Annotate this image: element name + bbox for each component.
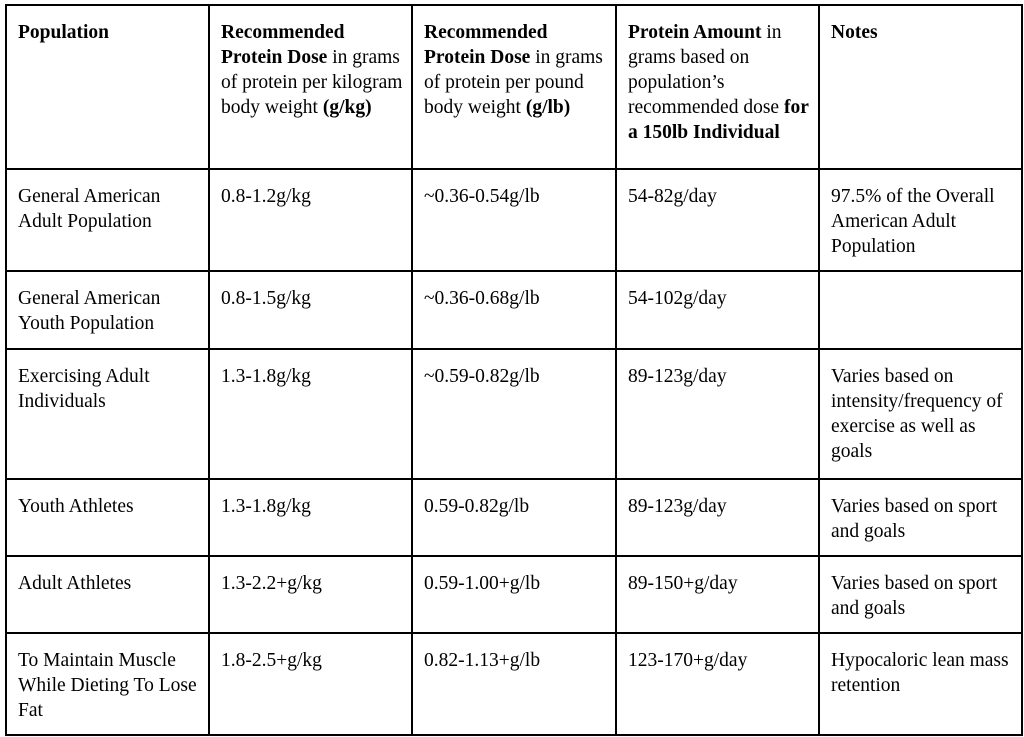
table-row <box>6 349 1022 479</box>
cell-notes: Varies based on sport and goals <box>819 479 1022 556</box>
cell-notes <box>819 271 1022 349</box>
cell-amount: 89-123g/day <box>616 479 819 556</box>
cell-dose-lb: ~0.36-0.54g/lb <box>412 169 616 271</box>
cell-dose-lb: 0.59-1.00+g/lb <box>412 556 616 633</box>
protein-dose-table <box>5 4 1023 736</box>
header-amount: Protein Amount in grams based on population’s recommended dose for a 150lb Individual <box>616 5 819 169</box>
header-notes: Notes <box>819 5 1022 169</box>
cell-amount: 123-170+g/day <box>616 633 819 735</box>
cell-population: General American Youth Population <box>6 271 209 349</box>
table-row <box>6 169 1022 271</box>
cell-dose-lb: 0.82-1.13+g/lb <box>412 633 616 735</box>
cell-notes: Varies based on sport and goals <box>819 556 1022 633</box>
cell-amount: 89-150+g/day <box>616 556 819 633</box>
cell-dose-lb: ~0.59-0.82g/lb <box>412 349 616 479</box>
header-population: Population <box>6 5 209 169</box>
table-header-row <box>6 5 1022 169</box>
cell-dose-kg: 1.3-1.8g/kg <box>209 479 412 556</box>
cell-notes: Hypocaloric lean mass retention <box>819 633 1022 735</box>
table-row <box>6 271 1022 349</box>
cell-dose-kg: 1.3-1.8g/kg <box>209 349 412 479</box>
cell-population: Youth Athletes <box>6 479 209 556</box>
header-dose-kg: Recommended Protein Dose in grams of protein per kilogram body weight (g/kg) <box>209 5 412 169</box>
cell-dose-lb: ~0.36-0.68g/lb <box>412 271 616 349</box>
cell-population: General American Adult Population <box>6 169 209 271</box>
cell-dose-kg: 1.3-2.2+g/kg <box>209 556 412 633</box>
cell-dose-kg: 0.8-1.2g/kg <box>209 169 412 271</box>
cell-amount: 54-102g/day <box>616 271 819 349</box>
cell-amount: 54-82g/day <box>616 169 819 271</box>
cell-population: Exercising Adult Individuals <box>6 349 209 479</box>
table-row <box>6 556 1022 633</box>
cell-dose-kg: 0.8-1.5g/kg <box>209 271 412 349</box>
header-dose-lb: Recommended Protein Dose in grams of protein per pound body weight (g/lb) <box>412 5 616 169</box>
table-row <box>6 633 1022 735</box>
cell-population: Adult Athletes <box>6 556 209 633</box>
cell-dose-kg: 1.8-2.5+g/kg <box>209 633 412 735</box>
cell-population: To Maintain Muscle While Dieting To Lose Fat <box>6 633 209 735</box>
cell-amount: 89-123g/day <box>616 349 819 479</box>
cell-notes: 97.5% of the Overall American Adult Population <box>819 169 1022 271</box>
cell-dose-lb: 0.59-0.82g/lb <box>412 479 616 556</box>
cell-notes: Varies based on intensity/frequency of exercise as well as goals <box>819 349 1022 479</box>
table-row <box>6 479 1022 556</box>
